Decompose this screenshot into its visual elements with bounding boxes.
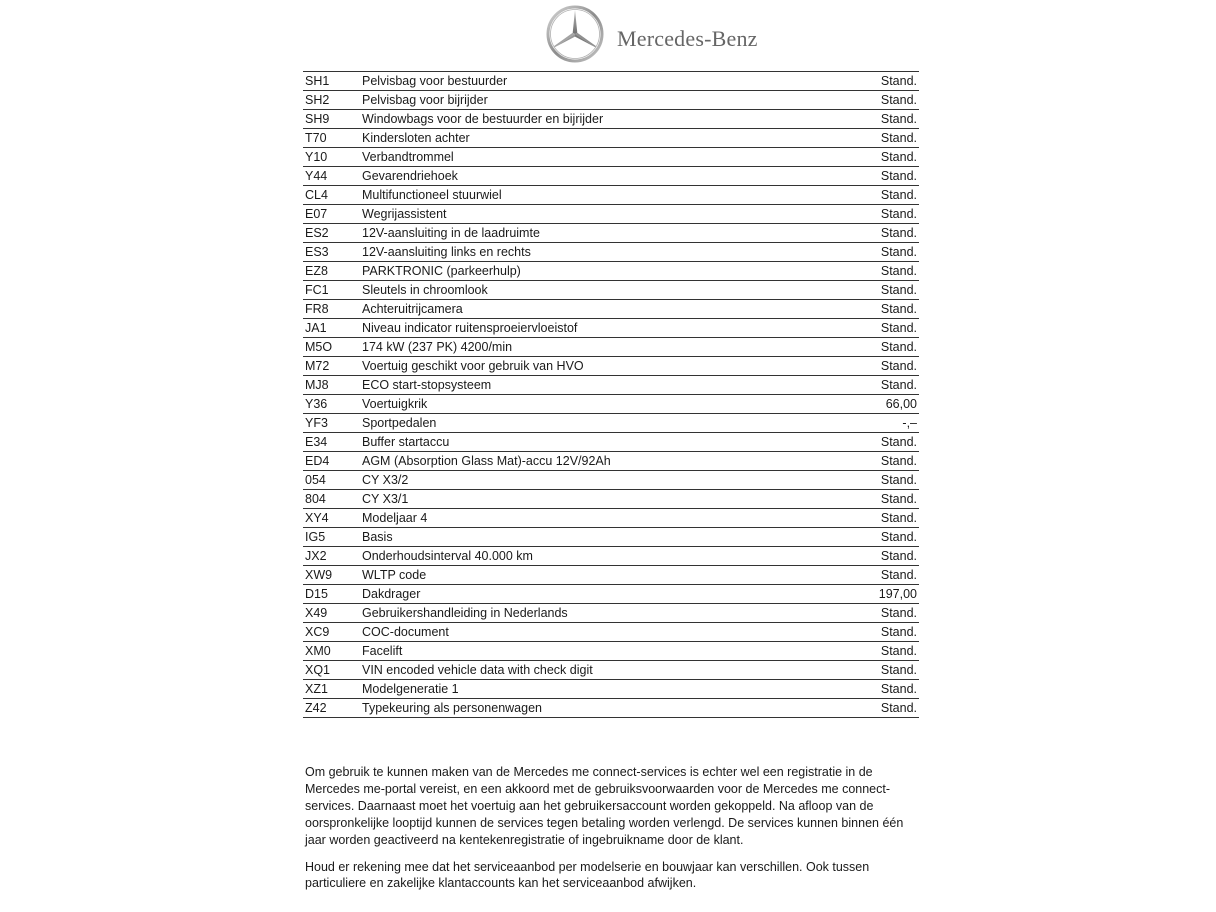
- table-row: [303, 338, 919, 357]
- table-row: [303, 262, 919, 281]
- table-row: [303, 566, 919, 585]
- option-code: XZ1: [305, 682, 328, 696]
- option-price: 66,00: [885, 397, 917, 411]
- option-price: Stand.: [880, 492, 917, 506]
- option-code: Y36: [305, 397, 328, 411]
- option-code: XW9: [305, 568, 333, 582]
- option-price: Stand.: [880, 378, 917, 392]
- option-price: Stand.: [880, 644, 917, 658]
- option-description: Achteruitrijcamera: [362, 302, 463, 316]
- option-price: Stand.: [880, 112, 917, 126]
- option-description: Gebruikershandleiding in Nederlands: [362, 606, 568, 620]
- option-price: Stand.: [880, 188, 917, 202]
- option-price: Stand.: [880, 207, 917, 221]
- option-description: Sportpedalen: [362, 416, 437, 430]
- option-code: E07: [305, 207, 328, 221]
- option-code: T70: [305, 131, 327, 145]
- option-description: Pelvisbag voor bijrijder: [362, 93, 488, 107]
- option-code: ES2: [305, 226, 329, 240]
- option-code: FR8: [305, 302, 329, 316]
- option-code: ES3: [305, 245, 329, 259]
- table-row: [303, 604, 919, 623]
- option-price: Stand.: [880, 169, 917, 183]
- option-price: 197,00: [878, 587, 917, 601]
- table-row: [303, 167, 919, 186]
- option-description: Typekeuring als personenwagen: [362, 701, 542, 715]
- option-description: VIN encoded vehicle data with check digit: [362, 663, 593, 677]
- notes-section: [305, 764, 920, 902]
- option-code: JX2: [305, 549, 327, 563]
- equipment-table: [303, 71, 919, 718]
- table-row: [303, 623, 919, 642]
- option-price: Stand.: [880, 93, 917, 107]
- table-row: [303, 528, 919, 547]
- option-price: Stand.: [880, 625, 917, 639]
- option-description: Niveau indicator ruitensproeiervloeistof: [362, 321, 578, 335]
- table-row: [303, 395, 919, 414]
- table-row: [303, 661, 919, 680]
- option-description: Sleutels in chroomlook: [362, 283, 488, 297]
- option-price: Stand.: [880, 74, 917, 88]
- option-description: Voertuig geschikt voor gebruik van HVO: [362, 359, 584, 373]
- table-row: [303, 699, 919, 718]
- option-price: Stand.: [880, 511, 917, 525]
- option-description: Voertuigkrik: [362, 397, 428, 411]
- table-row: [303, 680, 919, 699]
- table-row: [303, 110, 919, 129]
- option-description: PARKTRONIC (parkeerhulp): [362, 264, 521, 278]
- option-description: Modelgeneratie 1: [362, 682, 459, 696]
- table-row: [303, 357, 919, 376]
- option-code: MJ8: [305, 378, 329, 392]
- option-code: CL4: [305, 188, 328, 202]
- option-description: Windowbags voor de bestuurder en bijrijder: [362, 112, 604, 126]
- option-code: JA1: [305, 321, 327, 335]
- option-code: D15: [305, 587, 328, 601]
- option-code: SH1: [305, 74, 330, 88]
- option-description: Buffer startaccu: [362, 435, 450, 449]
- option-description: 12V-aansluiting in de laadruimte: [362, 226, 540, 240]
- table-row: [303, 186, 919, 205]
- option-description: Gevarendriehoek: [362, 169, 458, 183]
- option-description: Verbandtrommel: [362, 150, 454, 164]
- option-price: Stand.: [880, 663, 917, 677]
- option-price: Stand.: [880, 473, 917, 487]
- option-description: Facelift: [362, 644, 403, 658]
- table-row: [303, 547, 919, 566]
- option-price: Stand.: [880, 150, 917, 164]
- option-price: Stand.: [880, 245, 917, 259]
- option-code: M72: [305, 359, 330, 373]
- option-description: Modeljaar 4: [362, 511, 428, 525]
- option-code: XM0: [305, 644, 331, 658]
- option-description: Dakdrager: [362, 587, 421, 601]
- table-row: [303, 376, 919, 395]
- option-description: CY X3/2: [362, 473, 409, 487]
- table-row: [303, 319, 919, 338]
- table-row: [303, 509, 919, 528]
- option-price: Stand.: [880, 340, 917, 354]
- option-description: COC-document: [362, 625, 449, 639]
- table-row: [303, 205, 919, 224]
- option-price: Stand.: [880, 606, 917, 620]
- option-code: X49: [305, 606, 328, 620]
- option-description: CY X3/1: [362, 492, 409, 506]
- option-code: SH9: [305, 112, 330, 126]
- option-price: Stand.: [880, 302, 917, 316]
- option-description: Pelvisbag voor bestuurder: [362, 74, 508, 88]
- mercedes-star-icon: [546, 5, 604, 63]
- option-description: Multifunctioneel stuurwiel: [362, 188, 502, 202]
- option-code: Y44: [305, 169, 328, 183]
- table-row: [303, 433, 919, 452]
- table-row: [303, 490, 919, 509]
- page-header: [0, 0, 1216, 66]
- option-code: YF3: [305, 416, 328, 430]
- option-code: EZ8: [305, 264, 328, 278]
- option-price: Stand.: [880, 131, 917, 145]
- table-row: [303, 281, 919, 300]
- option-price: -,–: [902, 416, 917, 430]
- option-price: Stand.: [880, 682, 917, 696]
- option-price: Stand.: [880, 701, 917, 715]
- option-description: Basis: [362, 530, 393, 544]
- option-price: Stand.: [880, 435, 917, 449]
- table-row: [303, 243, 919, 262]
- option-description: ECO start-stopsysteem: [362, 378, 492, 392]
- option-description: AGM (Absorption Glass Mat)-accu 12V/92Ah: [362, 454, 611, 468]
- option-code: FC1: [305, 283, 329, 297]
- option-price: Stand.: [880, 530, 917, 544]
- option-price: Stand.: [880, 568, 917, 582]
- table-row: [303, 72, 919, 91]
- option-price: Stand.: [880, 264, 917, 278]
- option-description: Kindersloten achter: [362, 131, 470, 145]
- table-row: [303, 300, 919, 319]
- option-price: Stand.: [880, 359, 917, 373]
- option-price: Stand.: [880, 321, 917, 335]
- table-row: [303, 414, 919, 433]
- option-price: Stand.: [880, 454, 917, 468]
- table-row: [303, 224, 919, 243]
- option-description: 174 kW (237 PK) 4200/min: [362, 340, 513, 354]
- option-code: 054: [305, 473, 326, 487]
- option-price: Stand.: [880, 283, 917, 297]
- option-code: IG5: [305, 530, 326, 544]
- option-description: WLTP code: [362, 568, 427, 582]
- option-price: Stand.: [880, 549, 917, 563]
- option-code: E34: [305, 435, 328, 449]
- option-description: Onderhoudsinterval 40.000 km: [362, 549, 533, 563]
- option-code: SH2: [305, 93, 330, 107]
- table-row: [303, 471, 919, 490]
- table-row: [303, 91, 919, 110]
- option-code: Z42: [305, 701, 327, 715]
- table-row: [303, 585, 919, 604]
- table-row: [303, 129, 919, 148]
- table-row: [303, 452, 919, 471]
- notes-paragraph: Houd er rekening mee dat het serviceaanbod per modelserie en bouwjaar kan verschillen. Ook tussen particuliere en zakelijke klantaccounts kan het serviceaanbod afwijken.: [305, 859, 870, 891]
- table-row: [303, 148, 919, 167]
- option-code: XC9: [305, 625, 330, 639]
- option-price: Stand.: [880, 226, 917, 240]
- option-description: Wegrijassistent: [362, 207, 447, 221]
- option-code: Y10: [305, 150, 328, 164]
- option-code: ED4: [305, 454, 330, 468]
- option-code: XQ1: [305, 663, 331, 677]
- brand-wordmark: Mercedes-Benz: [617, 26, 758, 51]
- option-description: 12V-aansluiting links en rechts: [362, 245, 531, 259]
- option-code: M5O: [305, 340, 333, 354]
- option-code: 804: [305, 492, 326, 506]
- table-row: [303, 642, 919, 661]
- option-code: XY4: [305, 511, 329, 525]
- notes-paragraph: Om gebruik te kunnen maken van de Mercedes me connect-services is echter wel een registratie in de Mercedes me-portal vereist, en een akkoord met de gebruiksvoorwaarden voor de Mercedes me connect-services. Daarnaast moet het voertuig aan het gebruikersaccount worden gekoppeld. Na afloop van de oorspronkelijke looptijd kunnen de services tegen betaling worden verlengd. De services kunnen binnen één jaar worden geactiveerd na kentekenregistratie of ingebruikname door de klant.: [305, 765, 904, 847]
